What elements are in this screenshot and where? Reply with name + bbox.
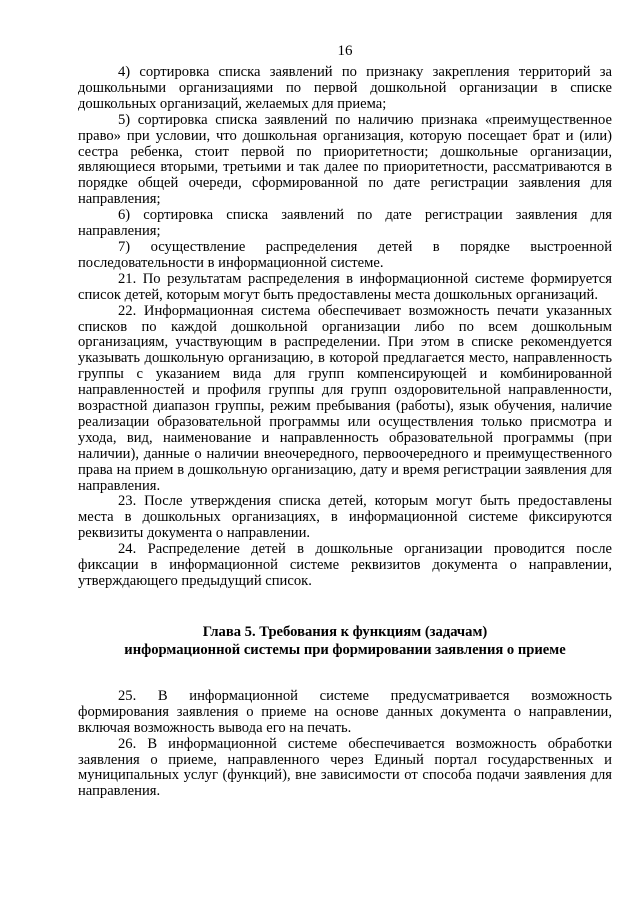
paragraph-item-4: 4) сортировка списка заявлений по признаку закрепления территорий за дошкольными организациями по первой дошкольной организации в списке дошкольных организаций, желаемых для приема;	[78, 64, 612, 112]
document-body	[78, 65, 612, 800]
paragraph-clause-25: 25. В информационной системе предусматривается возможность формирования заявления о приеме на основе данных документа о направлении, включая возможность вывода его на печать.	[78, 687, 612, 736]
chapter-heading-line-1: Глава 5. Требования к функциям (задачам)	[202, 623, 488, 640]
paragraph-clause-22: 22. Информационная система обеспечивает возможность печати указанных списков по каждой дошкольной организации либо по всем дошкольным организациям, участвующим в распределении. При этом в списке рекомендуется указывать дошкольную организацию, в которой предлагается место, направленность группы с указанием вида для групп компенсирующей и комбинированной направленностей и профиля группы для групп оздоровительной направленности, возрастной диапазон группы, режим пребывания (работы), язык обучения, наличие реализации образовательной программы или осуществления только присмотра и ухода, вид, наименование и направленность образовательной программы (при наличии), данные о наличии внеочередного, первоочередного и преимущественного права на прием в дошкольную организацию, дату и время регистрации заявления для направления.	[78, 302, 612, 494]
paragraph-clause-21: 21. По результатам распределения в информационной системе формируется список детей, которым могут быть предоставлены места дошкольных организаций.	[78, 270, 612, 303]
paragraph-clause-26: 26. В информационной системе обеспечивается возможность обработки заявления о приеме, направленного через Единый портал государственных и муниципальных услуг (функций), вне зависимости от способа подачи заявления для направления.	[78, 735, 612, 800]
paragraph-item-7: 7) осуществление распределения детей в порядке выстроенной последовательности в информационной системе.	[78, 238, 612, 271]
chapter-heading	[78, 623, 612, 659]
paragraph-clause-24: 24. Распределение детей в дошкольные организации проводится после фиксации в информационной системе реквизитов документа о направлении, утверждающего предыдущий список.	[78, 541, 612, 589]
paragraph-item-5: 5) сортировка списка заявлений по наличию признака «преимущественное право» при условии, что дошкольная организация, которую посещает брат и (или) сестра ребенка, стоит первой по приоритетности; дошкольные организации, являющиеся вторыми, третьими и так далее по приоритетности, рассматриваются в порядке общей очереди, сформированной по дате регистрации заявления для направления;	[78, 111, 612, 208]
paragraph-item-6: 6) сортировка списка заявлений по дате регистрации заявления для направления;	[78, 207, 612, 240]
page-number: 16	[337, 43, 353, 59]
chapter-heading-line-2: информационной системы при формировании заявления о приеме	[124, 641, 566, 658]
paragraph-clause-23: 23. После утверждения списка детей, которым могут быть предоставлены места в дошкольных организациях, в информационной системе фиксируются реквизиты документа о направлении.	[78, 493, 612, 542]
